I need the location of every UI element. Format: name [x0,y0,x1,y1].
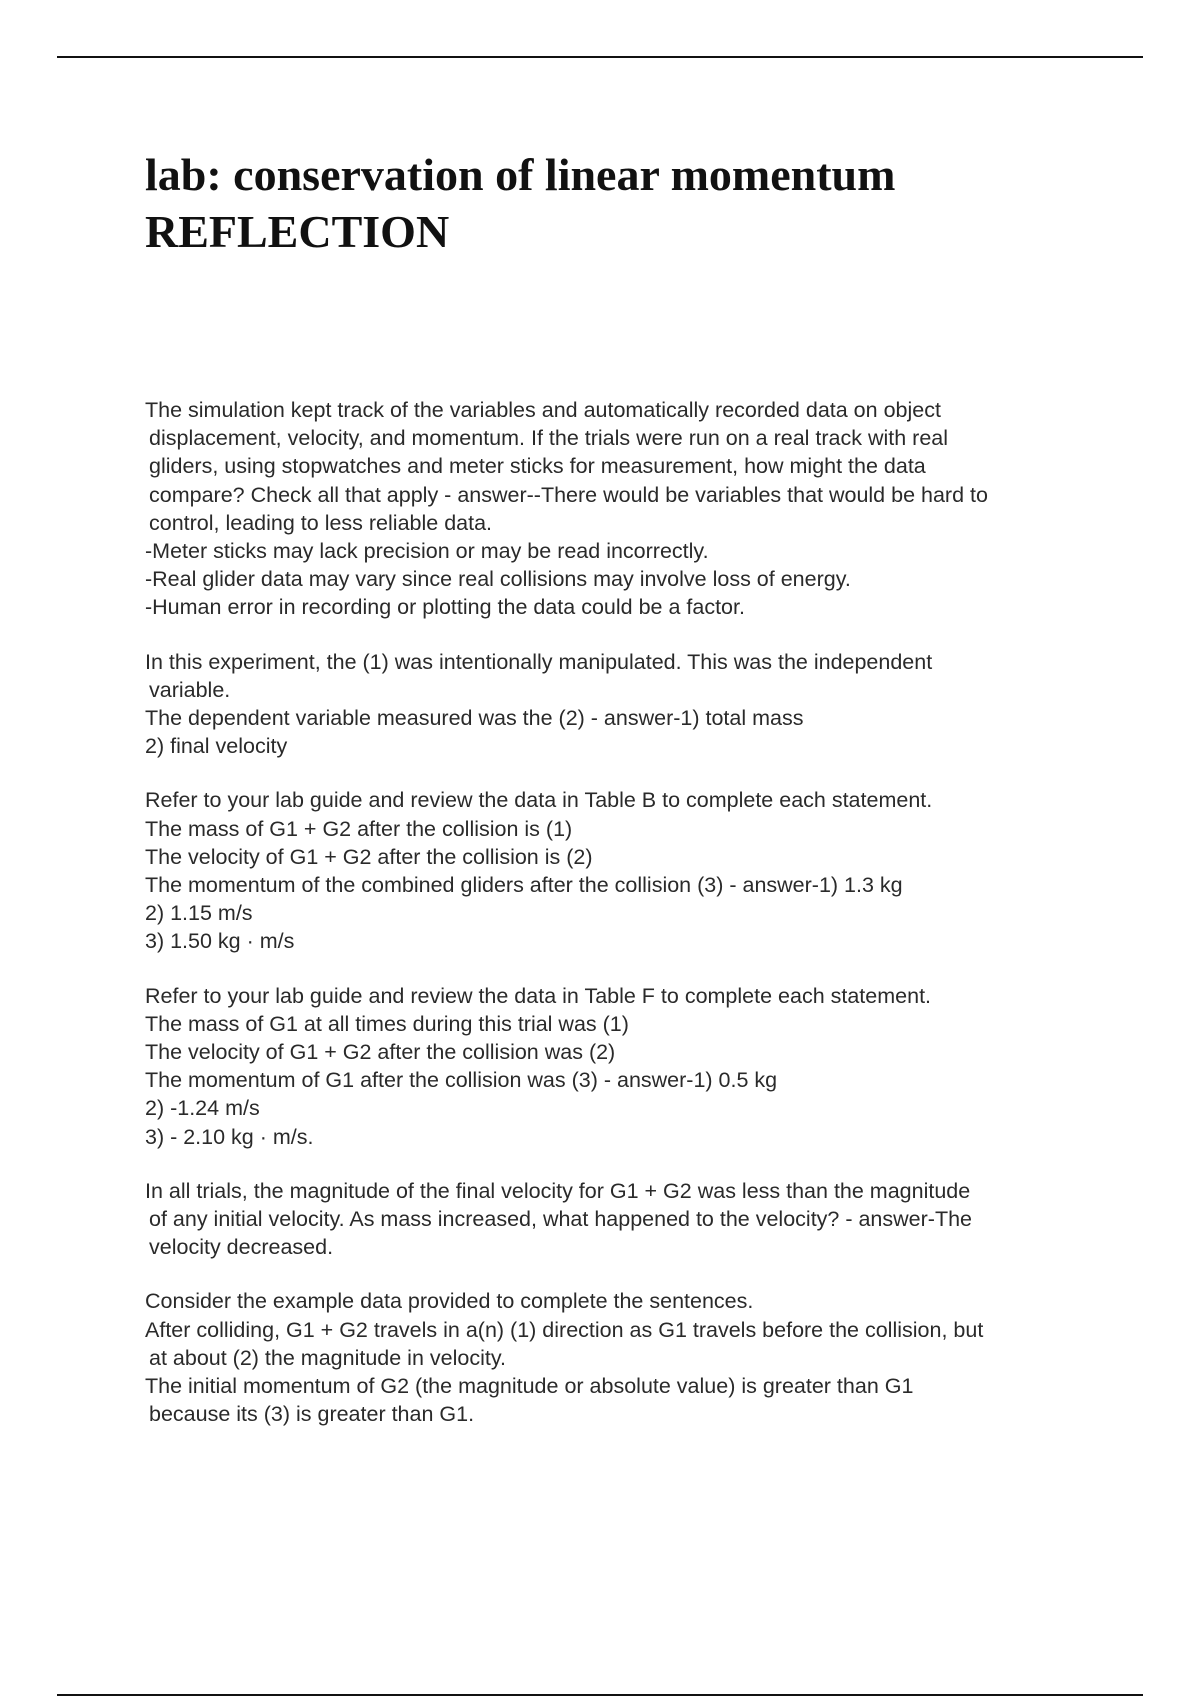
title-line-1: lab: conservation of linear momentum [145,149,896,200]
text-line: The velocity of G1 + G2 after the collision is (2) [145,844,593,869]
text-line: The momentum of G1 after the collision was (3) - answer-1) 0.5 kg [145,1068,778,1093]
text-line: of any initial velocity. As mass increased, what happened to the velocity? - answer-The [149,1207,972,1232]
text-line: The simulation kept track of the variables and automatically recorded data on object [145,398,941,422]
top-divider [57,56,1143,58]
text-line: The initial momentum of G2 (the magnitude or absolute value) is greater than G1 [145,1374,914,1399]
text-line: control, leading to less reliable data. [149,510,493,535]
text-line: 2) 1.15 m/s [145,901,253,926]
text-line: After colliding, G1 + G2 travels in a(n) (1) direction as G1 travels before the collision, but [145,1317,984,1342]
text-line: displacement, velocity, and momentum. If the trials were run on a real track with real [149,426,949,451]
text-line: The mass of G1 at all times during this trial was (1) [145,1011,629,1036]
question-block-3 [145,786,1095,955]
text-line: 3) - 2.10 kg · m/s. [145,1124,314,1149]
text-line: -Real glider data may vary since real collisions may involve loss of energy. [145,567,851,592]
text-line: 3) 1.50 kg · m/s [145,929,295,954]
question-block-4 [145,982,1095,1151]
question-block-1 [145,396,1095,622]
text-line: In this experiment, the (1) was intentionally manipulated. This was the independent [145,649,933,674]
text-line: The dependent variable measured was the (2) - answer-1) total mass [145,706,804,731]
text-line: Refer to your lab guide and review the data in Table B to complete each statement. [145,788,933,813]
title-line-2: REFLECTION [145,206,450,257]
text-line: -Meter sticks may lack precision or may be read incorrectly. [145,539,709,564]
text-line: The momentum of the combined gliders after the collision (3) - answer-1) 1.3 kg [145,873,903,898]
page-title [145,146,1145,260]
text-line: The mass of G1 + G2 after the collision is (1) [145,816,573,841]
text-line: because its (3) is greater than G1. [149,1402,475,1427]
text-line: variable. [149,677,231,702]
text-line: at about (2) the magnitude in velocity. [149,1345,506,1370]
text-line: Consider the example data provided to complete the sentences. [145,1289,754,1314]
text-line: 2) final velocity [145,734,288,759]
question-block-6 [145,1287,1095,1428]
text-line: Refer to your lab guide and review the data in Table F to complete each statement. [145,983,932,1008]
text-line: -Human error in recording or plotting the data could be a factor. [145,595,745,620]
document-body [145,396,1095,1455]
bottom-divider [57,1694,1143,1696]
text-line: gliders, using stopwatches and meter sticks for measurement, how might the data [149,454,926,479]
text-line: velocity decreased. [149,1235,334,1260]
text-line: compare? Check all that apply - answer--There would be variables that would be hard to [149,482,988,507]
text-line: 2) -1.24 m/s [145,1096,260,1121]
text-line: The velocity of G1 + G2 after the collision was (2) [145,1040,616,1065]
text-line: In all trials, the magnitude of the final velocity for G1 + G2 was less than the magnitude [145,1178,971,1203]
question-block-2 [145,648,1095,761]
question-block-5 [145,1177,1095,1262]
